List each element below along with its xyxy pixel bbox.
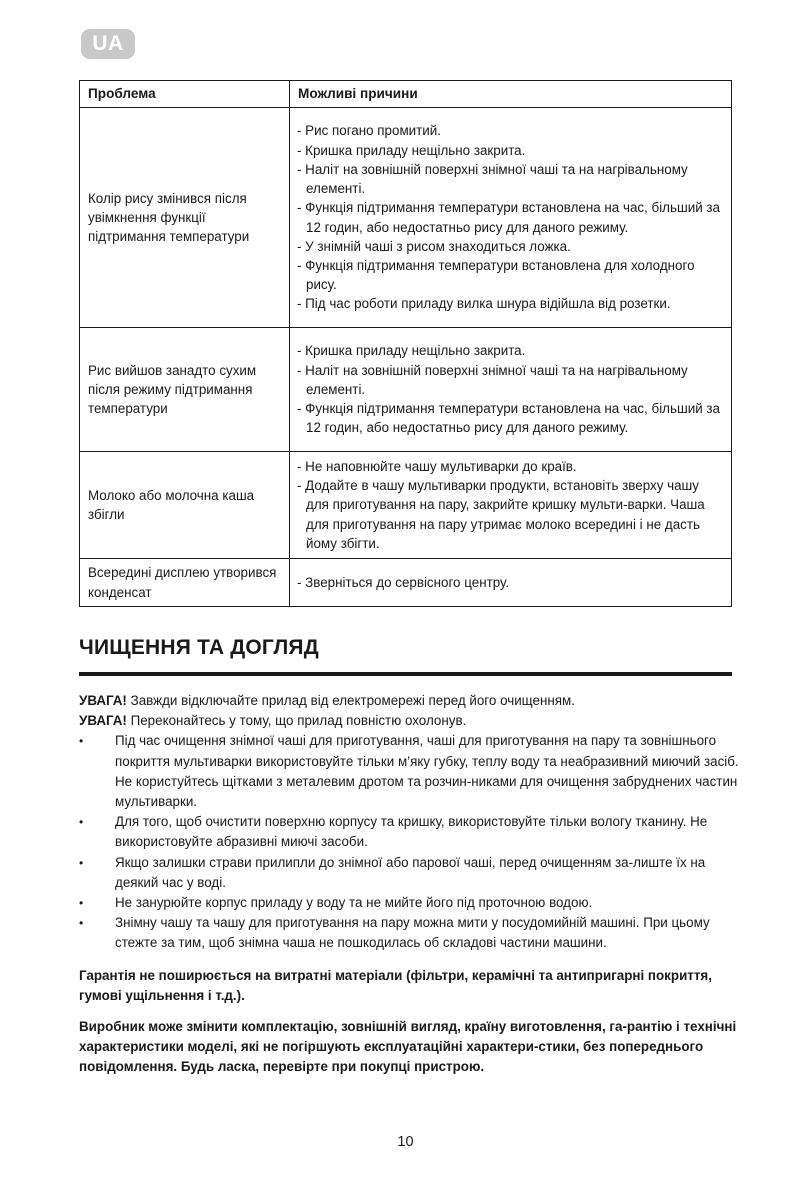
list-item xyxy=(79,731,739,812)
bullet-icon: • xyxy=(79,855,84,870)
cause-item: - Кришка приладу нещільно закрита. xyxy=(297,343,526,359)
cleaning-instructions xyxy=(79,691,739,1078)
list-item-text: Не занурюйте корпус приладу у воду та не мийте його під проточною водою. xyxy=(115,895,593,911)
page-number: 10 xyxy=(397,1134,414,1150)
list-item xyxy=(79,853,739,893)
language-badge: UA xyxy=(81,29,135,59)
cause-item: - Функція підтримання температури встановлена для холодного рису. xyxy=(297,257,695,293)
warning-text: Завжди відключайте прилад від електромережі перед його очищенням. xyxy=(126,693,575,708)
bullet-icon: • xyxy=(79,815,84,830)
cause-item: - Не наповнюйте чашу мультиварки до країв. xyxy=(297,459,577,474)
warning-text: Переконайтесь у тому, що прилад повністю охолонув. xyxy=(126,713,467,729)
list-item xyxy=(79,893,739,913)
cause-item: - Під час роботи приладу вилка шнура відійшла від розетки. xyxy=(297,296,671,312)
manufacturer-note: Виробник може змінити комплектацію, зовнішній вигляд, країну виготовлення, га-рантію і технічні характеристики моделі, які не погіршують експлуатаційні характери-стики, без попереднього повідомлення. Будь ласка, перевірте при покупці пристрою. xyxy=(79,1019,737,1075)
causes-cell xyxy=(290,559,732,607)
list-item-text: Якщо залишки страви прилипли до знімної або парової чаші, перед очищенням за-лиште їх на деякий час у воді. xyxy=(115,854,706,890)
warning-line xyxy=(79,711,739,731)
cause-item: - Функція підтримання температури встановлена на час, більший за 12 годин, або недостатньо рису для даного режиму. xyxy=(297,401,720,436)
cause-item: - Зверніться до сервісного центру. xyxy=(297,574,510,590)
cause-item: - Рис погано промитий. xyxy=(297,123,441,139)
causes-cell xyxy=(290,108,732,328)
cause-item: - Функція підтримання температури встановлена на час, більший за 12 годин, або недостатньо рису для даного режиму. xyxy=(297,200,720,235)
list-item-text: Знімну чашу та чашу для приготування на пару можна мити у посудомийній машині. При цьому стежте за тим, щоб знімна чаша не пошкодилась об складові частини машини. xyxy=(115,915,710,951)
problem-cell: Колір рису змінився після увімкнення функції підтримання температури xyxy=(80,108,290,328)
causes-cell xyxy=(290,328,732,452)
problem-cell: Всередині дисплею утворився конденсат xyxy=(80,559,290,607)
list-item xyxy=(79,812,739,852)
cause-item: - Наліт на зовнішній поверхні знімної чаші та на нагрівальному елементі. xyxy=(297,362,688,397)
problem-cell: Рис вийшов занадто сухим після режиму підтримання температури xyxy=(80,328,290,452)
cause-item: - Наліт на зовнішній поверхні знімної чаші та на нагрівальному елементі. xyxy=(297,161,688,197)
table-row xyxy=(80,328,732,452)
cause-item: - Додайте в чашу мультиварки продукти, встановіть зверху чашу для приготування на пару, закрийте кришку мульти-варки. Чаша для приготування на пару утримає молоко всередині і не дасть йому збігти. xyxy=(297,478,705,551)
causes-cell xyxy=(290,452,732,559)
table-row xyxy=(80,452,732,559)
cause-item: - У знімній чаші з рисом знаходиться ложка. xyxy=(297,238,571,254)
table-row xyxy=(80,559,732,607)
column-header-causes: Можливі причини xyxy=(290,81,732,108)
table-header-row xyxy=(80,81,732,108)
warranty-note: Гарантія не поширюється на витратні матеріали (фільтри, керамічні та антипригарні покриття, гумові ущільнення і т.д.). xyxy=(79,967,712,1003)
warning-label: УВАГА! xyxy=(79,713,127,729)
list-item-text: Під час очищення знімної чаші для приготування, чаші для приготування на пару та зовнішнього покриття мультиварки використовуйте тільки м’яку губку, теплу воду та неабразивний миючий засіб. Не користуйтесь щітками з металевим дротом та розчин-никами для очищення забруднених частин мультиварки. xyxy=(115,733,739,810)
cause-item: - Кришка приладу нещільно закрита. xyxy=(297,142,526,158)
list-item xyxy=(79,913,739,953)
problem-cell: Молоко або молочна каша збігли xyxy=(80,452,290,559)
warning-label: УВАГА! xyxy=(79,693,127,708)
bullet-icon: • xyxy=(79,896,84,911)
section-title: ЧИЩЕННЯ ТА ДОГЛЯД xyxy=(79,636,319,659)
section-divider xyxy=(79,672,732,676)
column-header-problem: Проблема xyxy=(80,81,290,108)
troubleshooting-table xyxy=(79,80,732,607)
table-row xyxy=(80,108,732,328)
warning-line xyxy=(79,691,739,711)
list-item-text: Для того, щоб очистити поверхню корпусу та кришку, використовуйте тільки вологу тканину. Не використовуйте абразивні миючі засоби. xyxy=(115,814,708,850)
bullet-icon: • xyxy=(79,734,84,749)
bullet-icon: • xyxy=(79,916,84,931)
